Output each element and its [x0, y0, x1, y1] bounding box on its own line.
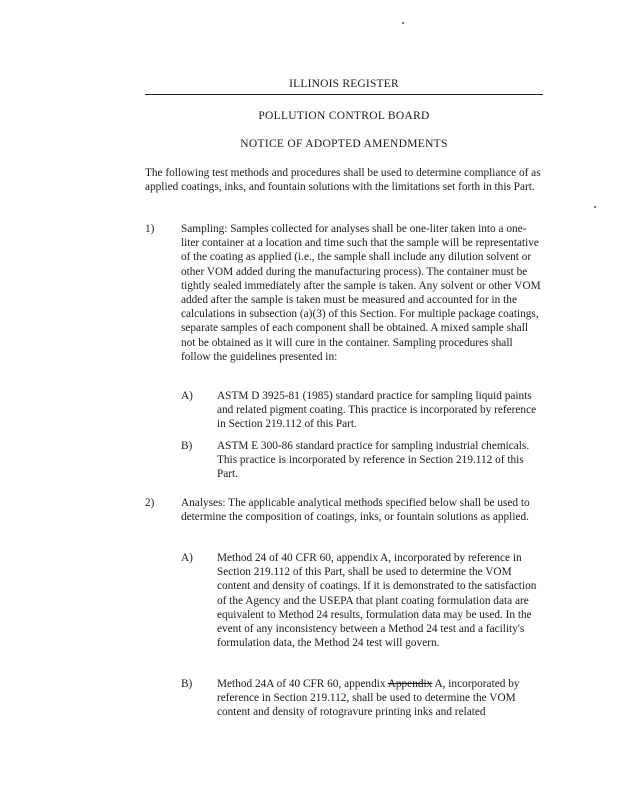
header-rule [145, 94, 543, 95]
item-letter: B) [181, 440, 193, 452]
section-number: 1) [145, 223, 155, 235]
method-24a-text-start: Method 24A of 40 CFR 60, appendix [217, 678, 388, 690]
register-header: ILLINOIS REGISTER [289, 78, 399, 90]
method-24a-text-end: A, incorporated by reference in Section 219.112, shall be used to determine the VOM content and density of rotogravure printing inks and related [217, 678, 520, 719]
section-number: 2) [145, 497, 155, 509]
sampling-paragraph: Sampling: Samples collected for analyses shall be one-liter taken into a one-liter container at a location and time such that the sample will be representative of the coating as applied (i.e., the sample shall include any dilution solvent or other VOM added during the manufacturing process). The container must be tightly sealed immediately after the sample is taken. Any solvent or other VOM added after the sample is taken must be measured and accounted for in the calculations in subsection (a)(3) of this Section. For multiple package coatings, separate samples of each component shall be obtained. A mixed sample shall not be obtained as it will cure in the container. Sampling procedures shall follow the guidelines presented in: [181, 223, 541, 363]
item-astm-e300: ASTM E 300-86 standard practice for sampling industrial chemicals. This practice is incorporated by reference in Section 219.112 of this Part. [217, 440, 530, 481]
item-letter: A) [181, 390, 193, 402]
intro-paragraph: The following test methods and procedures shall be used to determine compliance of as applied coatings, inks, and fountain solutions with the limitations set forth in this Part. [145, 167, 541, 194]
analyses-paragraph: Analyses: The applicable analytical methods specified below shall be used to determine the composition of coatings, inks, or fountain solutions as applied. [181, 497, 530, 524]
item-method-24: Method 24 of 40 CFR 60, appendix A, incorporated by reference in Section 219.112 of this Part, shall be used to determine the VOM content and density of coatings. If it is demonstrated to the satisfaction of the Agency and the USEPA that plant coating formulation data are equivalent to Method 24 results, formulation data may be used. In the event of any inconsistency between a Method 24 test and a facility's formulation data, the Method 24 test will govern. [217, 552, 537, 650]
item-astm-d3925: ASTM D 3925-81 (1985) standard practice for sampling liquid paints and related pigment coating. This practice is incorporated by reference in Section 219.112 of this Part. [217, 390, 537, 431]
scan-speck [402, 22, 404, 24]
item-letter: A) [181, 552, 193, 564]
item-letter: B) [181, 678, 193, 690]
struck-text: Appendix [387, 678, 433, 690]
board-title: POLLUTION CONTROL BOARD [258, 110, 430, 122]
item-method-24a [217, 677, 543, 720]
notice-title: NOTICE OF ADOPTED AMENDMENTS [240, 138, 448, 150]
scan-speck [594, 206, 596, 208]
